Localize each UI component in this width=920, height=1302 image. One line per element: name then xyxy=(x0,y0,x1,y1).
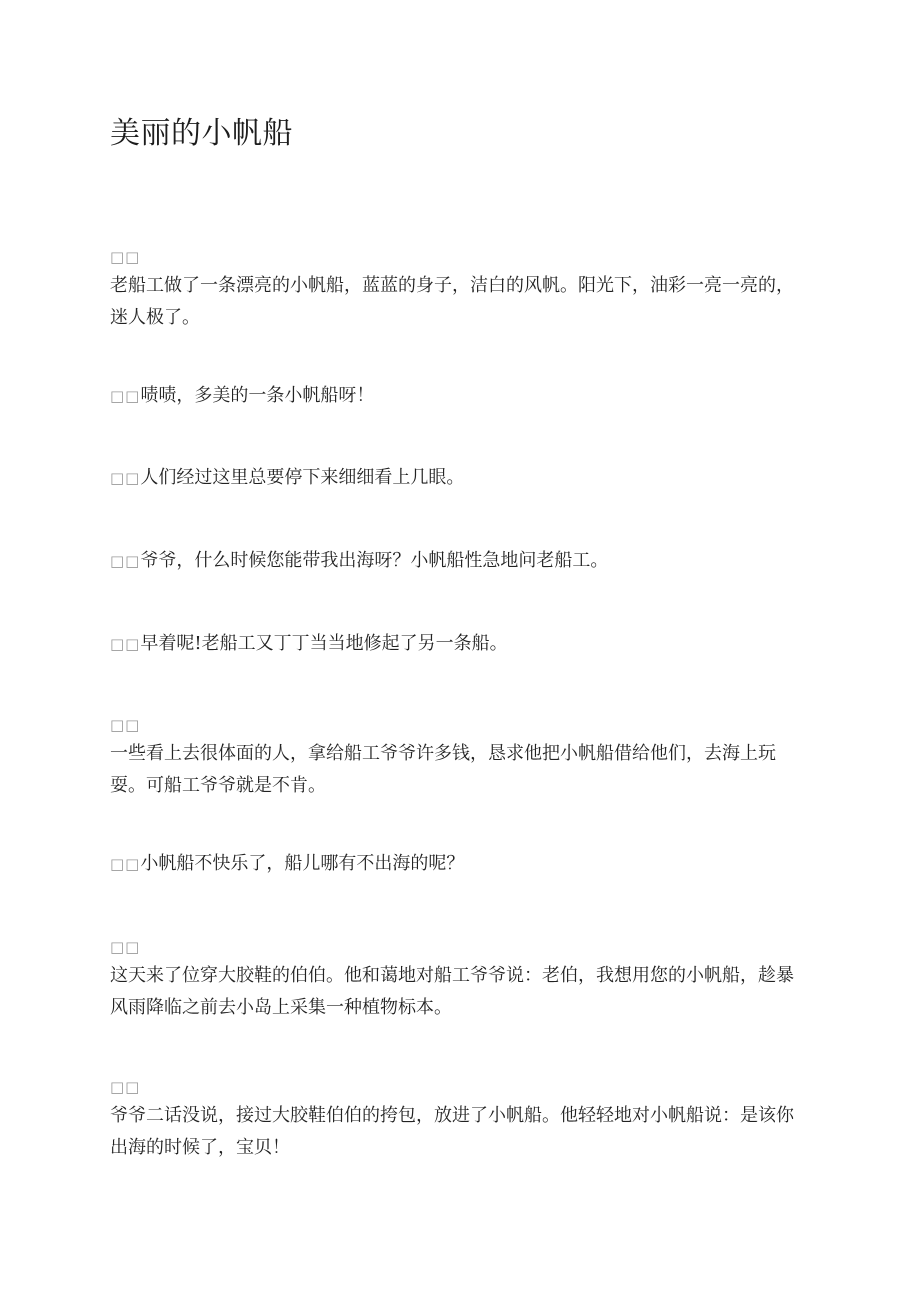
missing-glyph-marker: □□ xyxy=(110,387,141,405)
paragraph xyxy=(110,712,800,802)
missing-glyph-marker: □□ xyxy=(110,248,141,266)
paragraph xyxy=(110,380,800,412)
missing-glyph-marker: □□ xyxy=(110,716,141,734)
paragraph xyxy=(110,848,800,880)
paragraph-text: 早着呢!老船工又丁丁当当地修起了另一条船。 xyxy=(140,633,508,654)
missing-glyph-marker: □□ xyxy=(110,855,141,873)
paragraph-text: 这天来了位穿大胶鞋的伯伯。他和蔼地对船工爷爷说：老伯，我想用您的小帆船，趁暴风雨降临之前去小岛上采集一种植物标本。 xyxy=(110,965,794,1018)
paragraph xyxy=(110,545,800,577)
paragraph-text: 一些看上去很体面的人，拿给船工爷爷许多钱，恳求他把小帆船借给他们，去海上玩耍。可船工爷爷就是不肯。 xyxy=(110,743,776,796)
paragraph xyxy=(110,244,800,334)
paragraph xyxy=(110,934,800,1024)
page-title: 美丽的小帆船 xyxy=(110,116,293,151)
paragraph xyxy=(110,462,800,494)
paragraph-text: 爷爷，什么时候您能带我出海呀？小帆船性急地问老船工。 xyxy=(140,550,609,571)
missing-glyph-marker: □□ xyxy=(110,1078,141,1096)
paragraph-text: 人们经过这里总要停下来细细看上几眼。 xyxy=(140,467,465,488)
paragraph-text: 爷爷二话没说，接过大胶鞋伯伯的挎包，放进了小帆船。他轻轻地对小帆船说：是该你出海的时候了，宝贝！ xyxy=(110,1105,794,1158)
paragraph xyxy=(110,1074,800,1164)
missing-glyph-marker: □□ xyxy=(110,938,141,956)
paragraph xyxy=(110,628,800,660)
paragraph-text: 老船工做了一条漂亮的小帆船，蓝蓝的身子，洁白的风帆。阳光下，油彩一亮一亮的，迷人极了。 xyxy=(110,275,794,328)
paragraph-text: 啧啧，多美的一条小帆船呀！ xyxy=(140,385,375,406)
paragraph-text: 小帆船不快乐了，船儿哪有不出海的呢？ xyxy=(140,853,465,874)
missing-glyph-marker: □□ xyxy=(110,469,141,487)
missing-glyph-marker: □□ xyxy=(110,552,141,570)
missing-glyph-marker: □□ xyxy=(110,635,141,653)
